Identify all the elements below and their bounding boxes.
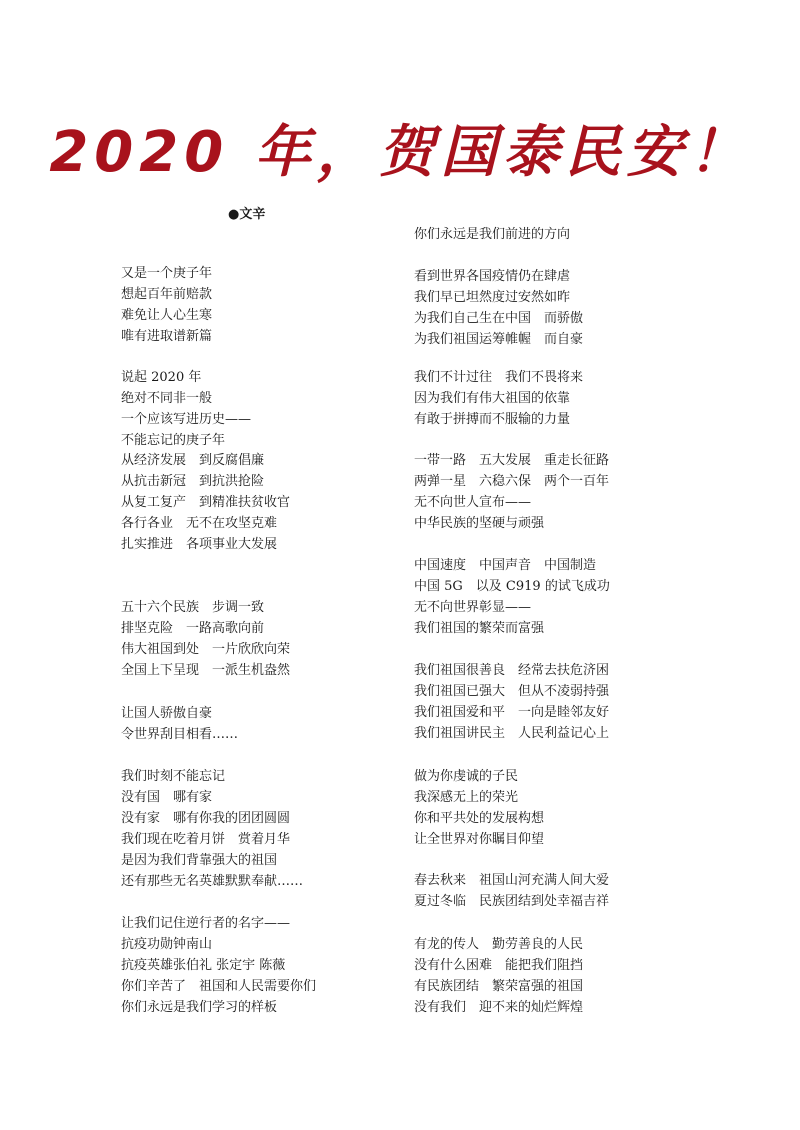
poem-line: 五十六个民族 步调一致 [121,600,265,615]
poem-line: 为我们祖国运筹帷幄 而自豪 [414,332,584,347]
poem-line: 一个应该写进历史—— [121,412,252,427]
poem-line: 中华民族的坚硬与顽强 [414,516,545,531]
poem-line: 我们祖国已强大 但从不凌弱持强 [414,684,610,699]
poem-line: 春去秋来 祖国山河充满人间大爱 [414,873,610,888]
poem-line: 想起百年前赔款 [121,287,213,302]
poem-line: 没有什么困难 能把我们阻挡 [414,958,584,973]
poem-line: 两弹一星 六稳六保 两个一百年 [414,474,610,489]
poem-line: 夏过冬临 民族团结到处幸福吉祥 [414,894,610,909]
poem-line: 从经济发展 到反腐倡廉 [121,453,265,468]
poem-line: 为我们自己生在中国 而骄傲 [414,311,584,326]
poem-line: 你和平共处的发展构想 [414,811,545,826]
poem-line: 各行各业 无不在攻坚克难 [121,516,278,531]
poem-line: 我们早已坦然度过安然如昨 [414,290,571,305]
poem-line: 我们祖国的繁荣而富强 [414,621,545,636]
poem-line: 有敢于拼搏而不服输的力量 [414,412,571,427]
poem-line: 让我们记住逆行者的名字—— [121,916,291,931]
poem-line: 我们祖国讲民主 人民利益记心上 [414,726,610,741]
poem-line: 我们不计过往 我们不畏将来 [414,370,584,385]
poem-line: 排坚克险 一路高歌向前 [121,621,265,636]
poem-line: 唯有进取谱新篇 [121,329,213,344]
poem-line: 中国速度 中国声音 中国制造 [414,558,597,573]
poem-line: 从抗击新冠 到抗洪抢险 [121,474,265,489]
poem-line: 抗疫功勋钟南山 [121,937,213,952]
poem-line: 抗疫英雄张伯礼 张定宇 陈薇 [121,958,286,973]
poem-line: 从复工复产 到精准扶贫收官 [121,495,291,510]
poem-line: 说起 2020 年 [121,370,202,385]
poem-line: 你们永远是我们前进的方向 [414,227,571,242]
poem-line: 你们辛苦了 祖国和人民需要你们 [121,979,317,994]
poem-line: 不能忘记的庚子年 [121,433,226,448]
poem-line: 扎实推进 各项事业大发展 [121,537,278,552]
poem-line: 我们祖国爱和平 一向是睦邻友好 [414,705,610,720]
author-byline: ●文辛 [228,207,266,222]
poem-line: 又是一个庚子年 [121,266,213,281]
poem-line: 是因为我们背靠强大的祖国 [121,853,278,868]
poem-line: 我们祖国很善良 经常去扶危济困 [414,663,610,678]
poem-line: 让全世界对你瞩目仰望 [414,832,545,847]
poem-line: 令世界刮目相看…… [121,727,239,742]
poem-line: 有龙的传人 勤劳善良的人民 [414,937,584,952]
poem-line: 看到世界各国疫情仍在肆虐 [414,269,571,284]
poem-line: 无不向世人宣布—— [414,495,532,510]
poem-line: 中国 5G 以及 C919 的试飞成功 [414,579,610,594]
poem-line: 一带一路 五大发展 重走长征路 [414,453,610,468]
poem-line: 没有国 哪有家 [121,790,213,805]
poem-line: 有民族团结 繁荣富强的祖国 [414,979,584,994]
poem-line: 让国人骄傲自豪 [121,706,213,721]
poem-line: 没有我们 迎不来的灿烂辉煌 [414,1000,584,1015]
poem-line: 做为你虔诚的子民 [414,769,519,784]
poem-line: 我们现在吃着月饼 赏着月华 [121,832,291,847]
poem-line: 无不向世界彰显—— [414,600,532,615]
poem-line: 没有家 哪有你我的团团圆圆 [121,811,291,826]
poem-line: 全国上下呈现 一派生机盎然 [121,663,291,678]
poem-line: 伟大祖国到处 一片欣欣向荣 [121,642,291,657]
poem-line: 我们时刻不能忘记 [121,769,226,784]
poem-line: 我深感无上的荣光 [414,790,519,805]
poem-title: 2020 年，贺国泰民安！ [49,120,751,185]
poem-line: 因为我们有伟大祖国的依靠 [414,391,571,406]
poem-line: 你们永远是我们学习的样板 [121,1000,278,1015]
poem-line: 绝对不同非一般 [121,391,213,406]
poem-line: 难免让人心生寒 [121,308,213,323]
poem-line: 还有那些无名英雄默默奉献…… [121,874,304,889]
